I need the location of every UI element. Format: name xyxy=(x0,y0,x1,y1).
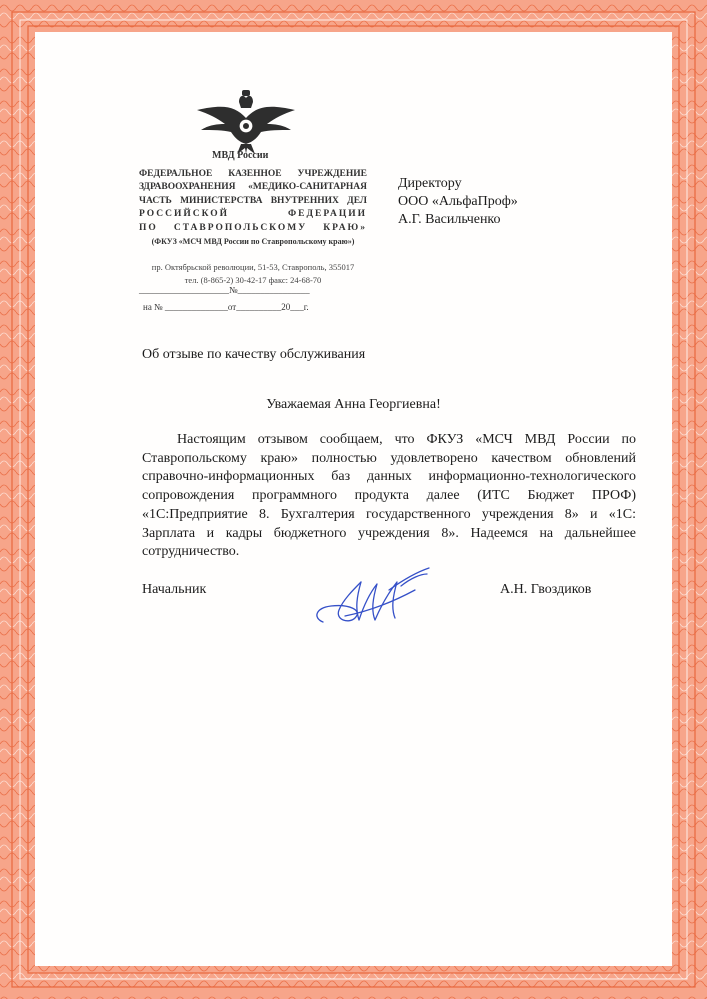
signatory-name: А.Н. Гвоздиков xyxy=(500,582,592,597)
letter-subject: Об отзыве по качеству обслуживания xyxy=(142,347,366,362)
org-line: РОССИЙСКОЙ ФЕДЕРАЦИИ xyxy=(139,209,367,220)
recipient-position: Директору xyxy=(398,176,462,191)
agency-name: МВД России xyxy=(212,150,269,161)
salutation: Уважаемая Анна Георгиевна! xyxy=(266,397,441,412)
recipient-block xyxy=(398,175,518,229)
recipient-company: ООО «АльфаПроф» xyxy=(398,194,518,209)
letter-sheet xyxy=(35,32,672,966)
recipient-name: А.Г. Васильченко xyxy=(398,212,501,227)
double-headed-eagle-emblem-icon xyxy=(195,88,297,156)
organization-name xyxy=(139,168,367,248)
org-line: ЗДРАВООХРАНЕНИЯ «МЕДИКО-САНИТАРНАЯ xyxy=(139,182,367,193)
phone-line: тел. (8-865-2) 30-42-17 факс: 24-68-70 xyxy=(184,275,322,285)
org-abbreviation: (ФКУЗ «МСЧ МВД России по Ставропольскому краю») xyxy=(151,237,355,247)
outgoing-number-line: ____________________№________________ xyxy=(139,285,310,295)
signatory-title: Начальник xyxy=(142,582,207,597)
handwritten-signature-icon xyxy=(305,560,435,635)
org-line: ФЕДЕРАЛЬНОЕ КАЗЕННОЕ УЧРЕЖДЕНИЕ xyxy=(139,169,367,179)
letter-body: Настоящим отзывом сообщаем, что ФКУЗ «МСЧ МВД России по Ставропольскому краю» полностью удовлетворено качеством обновлений справочно-информационных баз данных информационно-технологического сопровождения программного продукта далее (ИТС Бюджет ПРОФ) «1С:Предприятие 8. Бухгалтерия государственного учреждения 8» и «1С: Зарплата и кадры бюджетного учреждения 8». Надеемся на дальнейшее сотрудничество. xyxy=(142,432,636,560)
org-line: ЧАСТЬ МИНИСТЕРСТВА ВНУТРЕННИХ ДЕЛ xyxy=(139,195,367,206)
address-line: пр. Октябрьской революции, 51-53, Ставрополь, 355017 xyxy=(151,262,355,272)
reply-to-number-line: на № ______________от__________20___г. xyxy=(143,302,309,312)
letterhead-address xyxy=(139,261,367,287)
org-line: ПО СТАВРОПОЛЬСКОМУ КРАЮ» xyxy=(139,222,367,233)
